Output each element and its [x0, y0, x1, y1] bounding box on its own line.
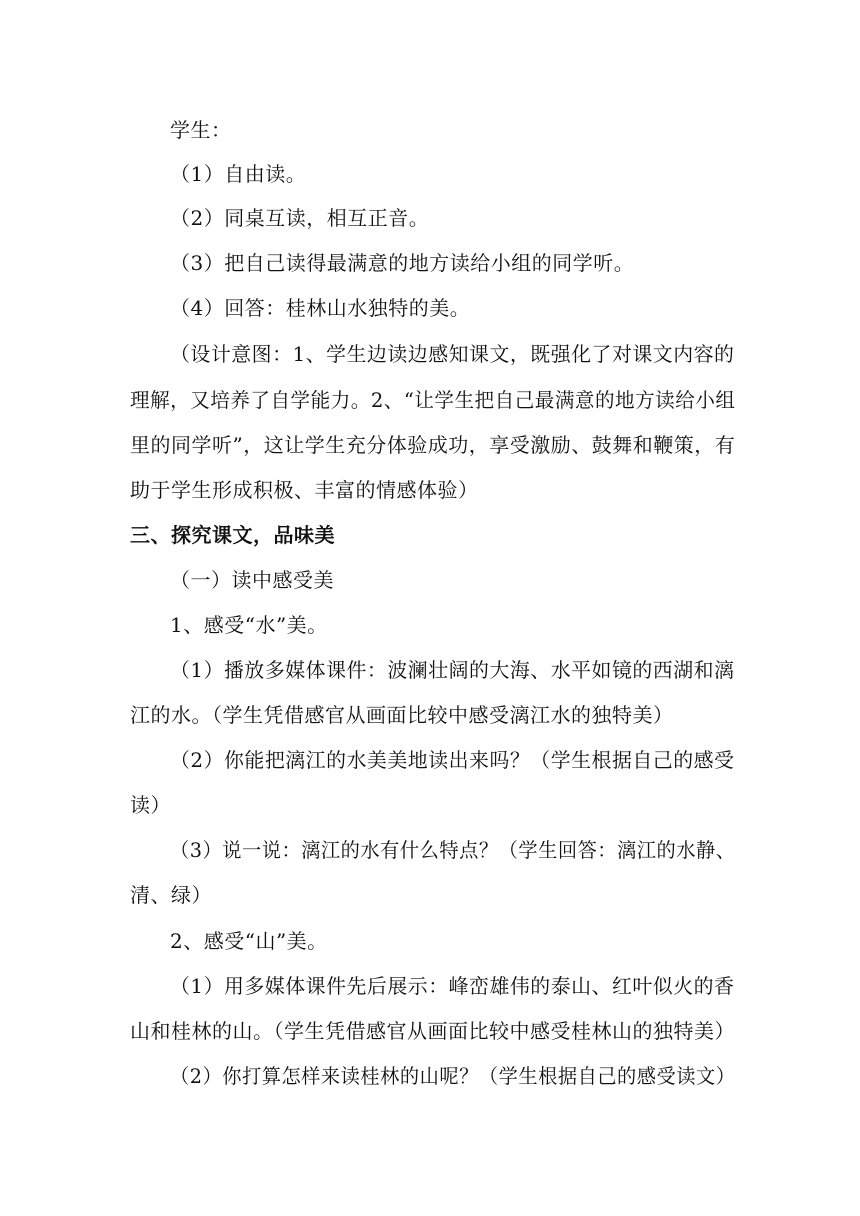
paragraph-line: （2）同桌互读，相互正音。 [170, 206, 430, 230]
paragraph-line: （2）你能把漓江的水美美地读出来吗？（学生根据自己的感受 [170, 748, 735, 772]
section-heading: 三、探究课文，品味美 [130, 523, 335, 547]
paragraph-line: （3）把自己读得最满意的地方读给小组的同学听。 [170, 251, 635, 275]
paragraph-line: 里的同学听”，这让学生充分体验成功，享受激励、鼓舞和鞭策，有 [130, 433, 736, 457]
paragraph-line: 清、绿） [130, 883, 212, 907]
paragraph-line: 山和桂林的山。（学生凭借感官从画面比较中感受桂林山的独特美） [130, 1019, 735, 1043]
paragraph-line: 1、感受“水”美。 [170, 613, 328, 637]
paragraph-line: （一）读中感受美 [170, 568, 334, 592]
paragraph-line: （4）回答：桂林山水独特的美。 [170, 296, 471, 320]
paragraph-line: 读） [130, 793, 171, 817]
paragraph-line: （设计意图：1、学生边读边感知课文，既强化了对课文内容的 [170, 342, 735, 366]
paragraph-line: 江的水。（学生凭借感官从画面比较中感受漓江水的独特美） [130, 703, 674, 727]
paragraph-line: （1）用多媒体课件先后展示：峰峦雄伟的泰山、红叶似火的香 [170, 974, 735, 998]
paragraph-line: （3）说一说：漓江的水有什么特点？（学生回答：漓江的水静、 [170, 838, 736, 862]
paragraph-line: （2）你打算怎样来读桂林的山呢？（学生根据自己的感受读文） [170, 1064, 736, 1088]
paragraph-line: （1）播放多媒体课件：波澜壮阔的大海、水平如镜的西湖和漓 [170, 658, 735, 682]
paragraph-line: 2、感受“山”美。 [170, 929, 328, 953]
paragraph-line: 理解，又培养了自学能力。2、“让学生把自己最满意的地方读给小组 [130, 388, 736, 412]
paragraph-line: 助于学生形成积极、丰富的情感体验） [130, 478, 479, 502]
paragraph-line: （1）自由读。 [170, 162, 307, 186]
paragraph-line: 学生： [170, 118, 232, 142]
